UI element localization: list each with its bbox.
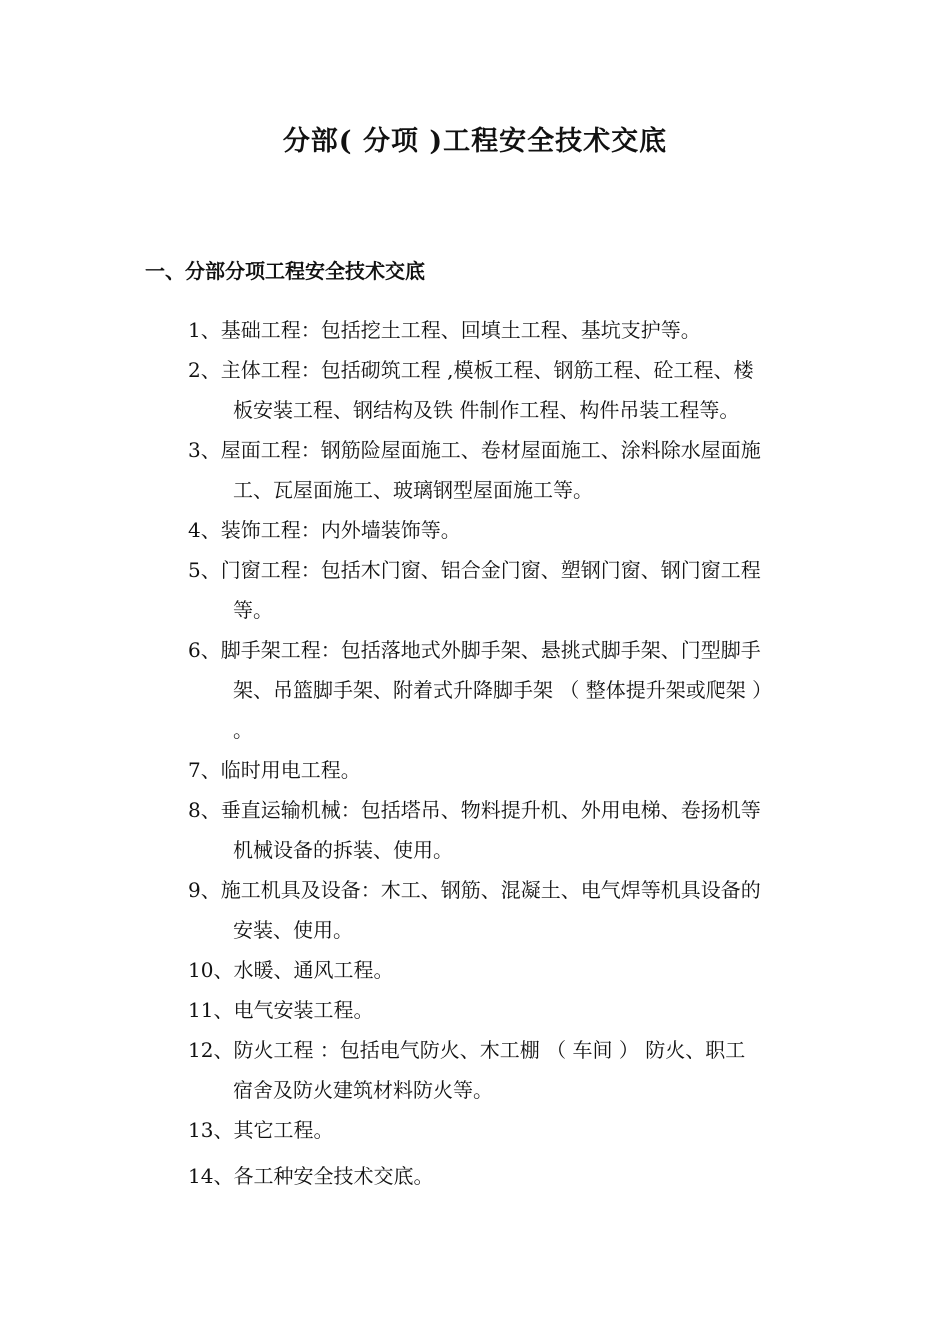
list-item-text: 宿舍及防火建筑材料防火等。 <box>233 1078 493 1102</box>
list-item-text: 、临时用电工程。 <box>200 758 361 782</box>
list-item <box>0 1156 950 1196</box>
list-item-number: 6 <box>188 638 201 662</box>
list-item <box>0 1110 950 1150</box>
list-item-continuation <box>0 670 950 710</box>
page-title: 分部( 分项 )工程安全技术交底 <box>282 126 668 157</box>
list-item-line <box>0 750 950 790</box>
list-item <box>0 990 950 1030</box>
list-item-text: 、各工种安全技术交底。 <box>213 1164 434 1188</box>
list-item <box>0 310 950 350</box>
list-item-number: 13 <box>188 1118 214 1142</box>
list-item-text: 、垂直运输机械：包括塔吊、物料提升机、外用电梯、卷扬机等 <box>200 798 761 822</box>
list-item-line <box>0 1110 950 1150</box>
list-item-text: 、电气安装工程。 <box>213 998 374 1022</box>
list-item-number: 12 <box>188 1038 214 1062</box>
list-item-number: 11 <box>188 998 214 1022</box>
list-item-number: 5 <box>188 558 201 582</box>
list-item-line <box>0 550 950 590</box>
list-item <box>0 870 950 950</box>
list-item-continuation <box>0 910 950 950</box>
list-item-text: 。 <box>233 718 253 742</box>
list-item-line <box>0 630 950 670</box>
list-item-text: 、其它工程。 <box>213 1118 334 1142</box>
list-item-line <box>0 510 950 550</box>
list-item-text: 板安装工程、钢结构及铁 件制作工程、构件吊装工程等。 <box>233 398 740 422</box>
list-item-text: 、主体工程：包括砌筑工程 ,模板工程、钢筋工程、砼工程、楼 <box>200 358 754 382</box>
list-item-text: 、水暖、通风工程。 <box>213 958 394 982</box>
list-item <box>0 350 950 430</box>
list-item-continuation <box>0 390 950 430</box>
list-item-continuation <box>0 710 950 750</box>
list-item-text: 、基础工程：包括挖土工程、回填土工程、基坑支护等。 <box>200 318 701 342</box>
list-item-text: 、装饰工程：内外墙装饰等。 <box>200 518 461 542</box>
list-item-line <box>0 430 950 470</box>
list-item <box>0 430 950 510</box>
list-item-text: 、门窗工程：包括木门窗、铝合金门窗、塑钢门窗、钢门窗工程 <box>200 558 761 582</box>
list-item-line <box>0 1030 950 1070</box>
list-item-line <box>0 1156 950 1196</box>
list-item-text: 、脚手架工程：包括落地式外脚手架、悬挑式脚手架、门型脚手 <box>200 638 761 662</box>
list-item <box>0 630 950 750</box>
list-item-number: 9 <box>188 878 201 902</box>
list-item-number: 7 <box>188 758 201 782</box>
list-item-text: 安装、使用。 <box>233 918 353 942</box>
list-item-continuation <box>0 1070 950 1110</box>
list-item-line <box>0 310 950 350</box>
list-item-number: 10 <box>188 958 214 982</box>
list-item-text: 机械设备的拆装、使用。 <box>233 838 453 862</box>
list-item-number: 8 <box>188 798 201 822</box>
list-item <box>0 510 950 550</box>
list-item-text: 等。 <box>233 598 273 622</box>
list-item-continuation <box>0 590 950 630</box>
list-item <box>0 950 950 990</box>
list-item <box>0 750 950 790</box>
list-item-text: 、施工机具及设备：木工、钢筋、混凝土、电气焊等机具设备的 <box>200 878 761 902</box>
list-item-number: 3 <box>188 438 201 462</box>
list-item-number: 4 <box>188 518 201 542</box>
section-heading: 一、分部分项工程安全技术交底 <box>145 259 425 283</box>
list-item-number: 1 <box>188 318 201 342</box>
list-item-text: 工、瓦屋面施工、玻璃钢型屋面施工等。 <box>233 478 593 502</box>
list-item-line <box>0 950 950 990</box>
list-item-line <box>0 990 950 1030</box>
list-item-number: 14 <box>188 1164 214 1188</box>
list-item-line <box>0 350 950 390</box>
list-item <box>0 790 950 870</box>
list-item-line <box>0 790 950 830</box>
item-list <box>0 310 950 1196</box>
list-item <box>0 550 950 630</box>
list-item-continuation <box>0 470 950 510</box>
list-item-text: 、防火工程 ：包括电气防火、木工棚 （ 车间 ） 防火、职工 <box>213 1038 746 1062</box>
list-item <box>0 1030 950 1110</box>
list-item-text: 架、吊篮脚手架、附着式升降脚手架 （ 整体提升架或爬架 ） <box>233 678 773 702</box>
list-item-text: 、屋面工程：钢筋险屋面施工、卷材屋面施工、涂料除水屋面施 <box>200 438 761 462</box>
list-item-number: 2 <box>188 358 201 382</box>
list-item-continuation <box>0 830 950 870</box>
list-item-line <box>0 870 950 910</box>
